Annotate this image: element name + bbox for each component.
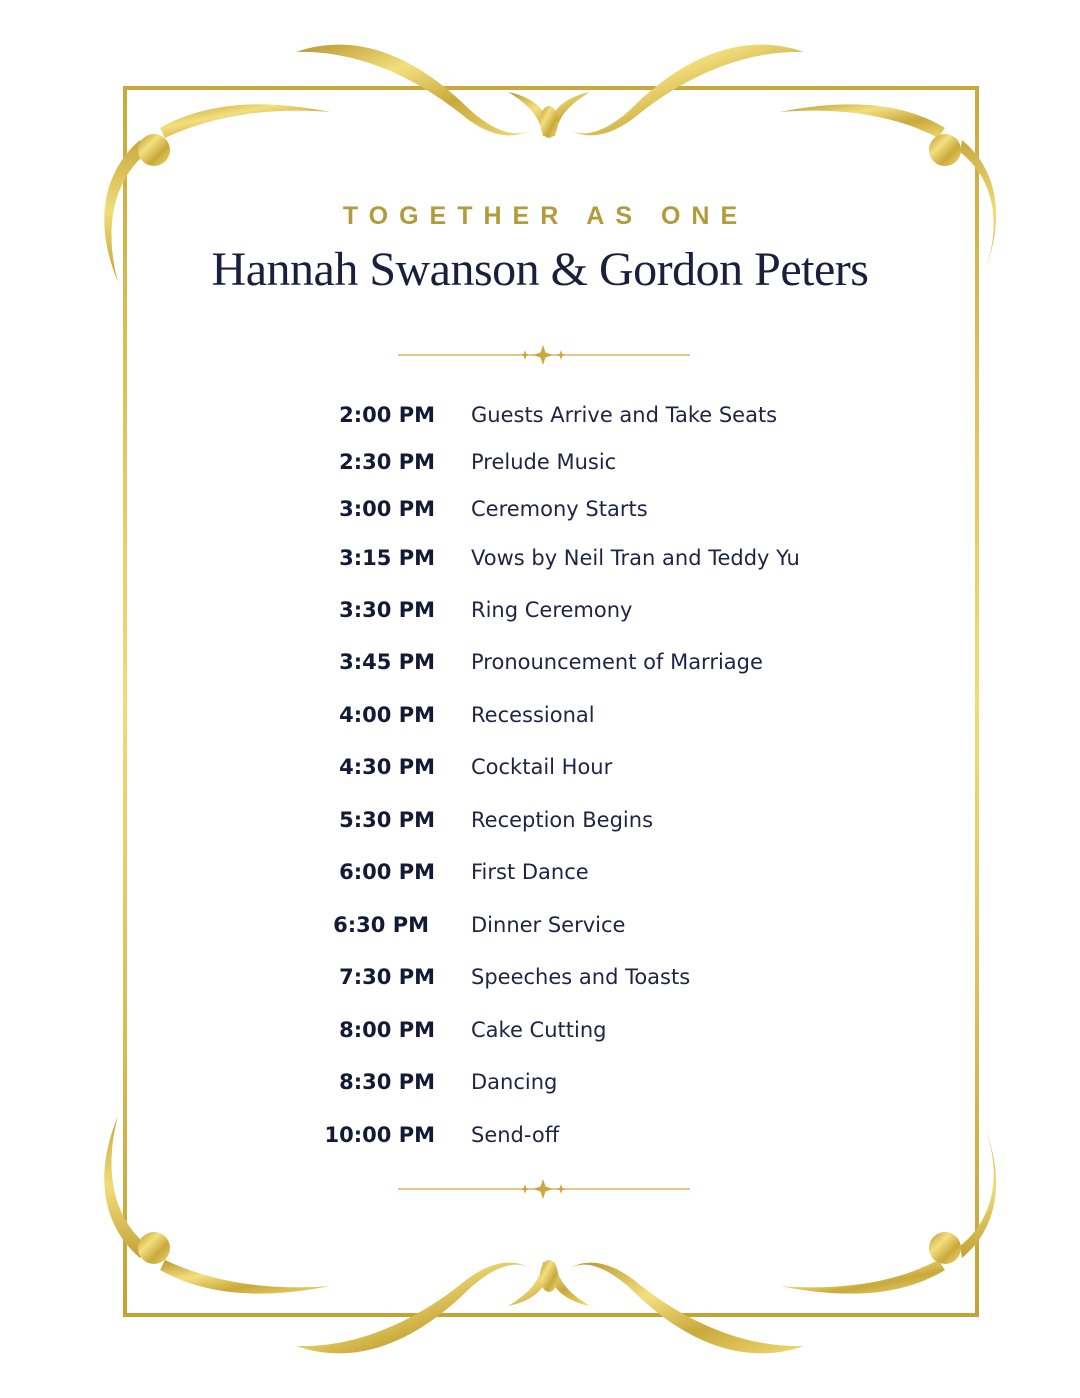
schedule-time: 6:00 PM (339, 860, 435, 884)
schedule-event: Ring Ceremony (471, 598, 633, 622)
sparkle-icon (520, 350, 530, 360)
schedule-time: 3:30 PM (339, 598, 435, 622)
list-item (0, 1115, 1080, 1155)
schedule-event: Vows by Neil Tran and Teddy Yu (471, 546, 800, 570)
schedule-event: Reception Begins (471, 808, 654, 832)
list-item (0, 905, 1080, 945)
schedule-event: Pronouncement of Marriage (471, 650, 763, 674)
schedule-event: Cocktail Hour (471, 755, 613, 779)
schedule-time: 2:30 PM (339, 450, 435, 474)
schedule-event: Dancing (471, 1070, 558, 1094)
top-scroll-ornament (160, 45, 945, 138)
list-item (0, 538, 1080, 578)
list-item (0, 1062, 1080, 1102)
corner-dot-top-right (929, 134, 961, 166)
list-item (0, 747, 1080, 787)
bottom-divider (398, 1177, 690, 1201)
list-item (0, 590, 1080, 630)
schedule-event: First Dance (471, 860, 589, 884)
list-item (0, 642, 1080, 682)
list-item (0, 489, 1080, 529)
list-item (0, 442, 1080, 482)
corner-dot-bottom-right (929, 1232, 961, 1264)
list-item (0, 695, 1080, 735)
schedule-time: 3:15 PM (339, 546, 435, 570)
list-item (0, 1010, 1080, 1050)
list-item (0, 957, 1080, 997)
schedule-time: 2:00 PM (339, 403, 435, 427)
schedule-time: 8:30 PM (339, 1070, 435, 1094)
schedule-event: Prelude Music (471, 450, 617, 474)
schedule-time: 3:00 PM (339, 497, 435, 521)
schedule-time: 7:30 PM (339, 965, 435, 989)
schedule-event: Dinner Service (471, 913, 626, 937)
schedule-time: 10:00 PM (324, 1123, 435, 1147)
sparkle-icon (533, 1179, 553, 1199)
schedule-time: 6:30 PM (333, 913, 429, 937)
schedule-time: 4:30 PM (339, 755, 435, 779)
sparkle-icon (533, 345, 553, 365)
schedule-event: Guests Arrive and Take Seats (471, 403, 778, 427)
bottom-scroll-ornament (160, 1260, 945, 1353)
list-item (0, 800, 1080, 840)
list-item (0, 395, 1080, 435)
schedule-event: Send-off (471, 1123, 560, 1147)
schedule-time: 8:00 PM (339, 1018, 435, 1042)
sparkle-icon (520, 1184, 530, 1194)
schedule-time: 4:00 PM (339, 703, 435, 727)
schedule-time: 3:45 PM (339, 650, 435, 674)
list-item (0, 852, 1080, 892)
schedule-event: Speeches and Toasts (471, 965, 691, 989)
top-divider (398, 343, 690, 367)
corner-dot-bottom-left (138, 1232, 170, 1264)
schedule-event: Ceremony Starts (471, 497, 648, 521)
sparkle-icon (556, 350, 566, 360)
schedule-event: Recessional (471, 703, 595, 727)
couple-names: Hannah Swanson & Gordon Peters (211, 243, 869, 296)
corner-dot-top-left (138, 134, 170, 166)
tagline: TOGETHER AS ONE (342, 202, 749, 230)
sparkle-icon (556, 1184, 566, 1194)
schedule-time: 5:30 PM (339, 808, 435, 832)
schedule-event: Cake Cutting (471, 1018, 607, 1042)
